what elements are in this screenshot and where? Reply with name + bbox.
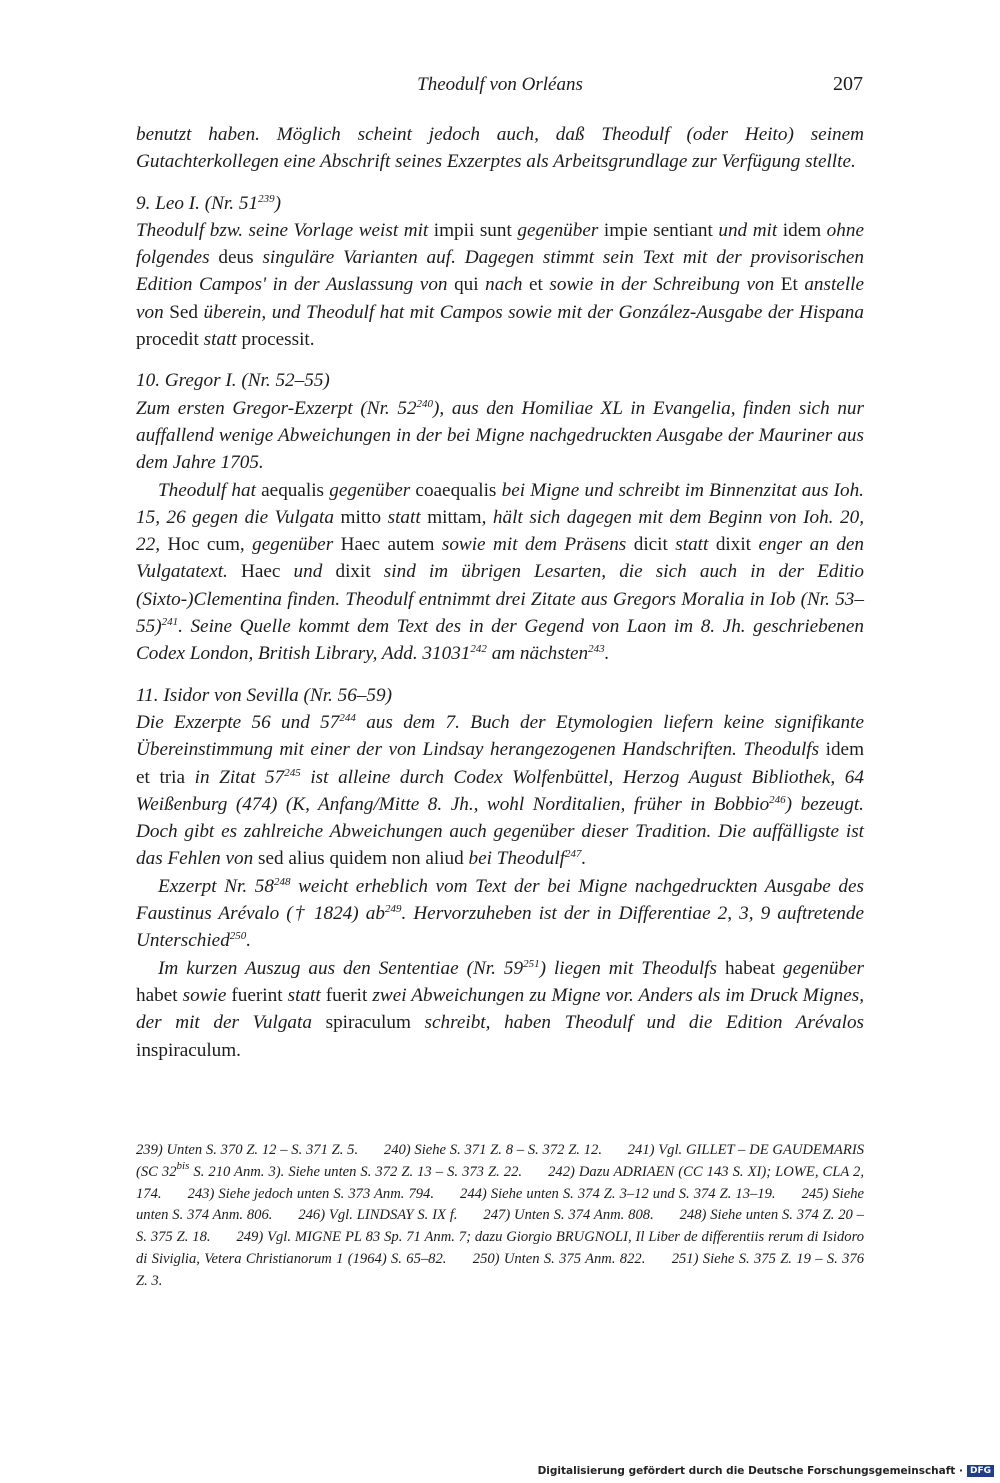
footnotes (136, 1140, 864, 1293)
footnote-240: 240) Siehe S. 371 Z. 8 – S. 372 Z. 12. (383, 1142, 602, 1158)
dfg-logo-icon: DFG (967, 1465, 994, 1477)
paragraph-gregor-2: Theodulf hat aequalis gegenüber coaequalis bei Migne und schreibt im Binnenzitat aus Ioh. 15, 26 gegen die Vulgata mitto statt mittam, hält sich dagegen mit dem Beginn von Ioh. 20, 22, Hoc cum, gegenüber Haec autem sowie mit dem Präsens dicit statt dixit enger an den Vulgatatext. Haec und dixit sind im übrigen Lesarten, die sich auch in der Editio (Sixto-)Clementina finden. Theodulf entnimmt drei Zitate aus Gregors Moralia in Iob (Nr. 53–55)$^{241}$. Seine Quelle kommt dem Text des in der Gegend von Laon im 8. Jh. geschriebenen Codex London, British Library, Add. 31031$^{242}$ am nächsten$^{243}$. (136, 479, 865, 665)
footnote-249: 249) Vgl. MIGNE PL 83 Sp. 71 Anm. 7; dazu Giorgio BRUGNOLI, Il Liber de differentiis rerum di Isidoro di Siviglia, Vetera Christianorum 1 (1964) S. 65–82. (136, 1229, 865, 1267)
section-heading-leo: 9. Leo I. (Nr. $51^{239}$) (136, 192, 281, 214)
footnote-248: 248) Siehe unten S. 374 Z. 20 – S. 375 Z. 18. (136, 1207, 864, 1246)
paragraph-isidor-3: Im kurzen Auszug aus den Sententiae (Nr. $59^{251}$) liegen mit Theodulfs habeat gegenüber habet sowie fuerint statt fuerit zwei Abweichungen zu Migne vor. Anders als im Druck Mignes, der mit der Vulgata spiraculum schreibt, haben Theodulf und die Edition Arévalos inspiraculum. (136, 957, 865, 1061)
footnote-241: 241) Vgl. GILLET – DE GAUDEMARIS (SC $32^{bis}$ S. 210 Anm. 3). Siehe unten S. 372 Z. 13 – S. 373 Z. 22. (136, 1142, 864, 1180)
paragraph-gregor-1: Zum ersten Gregor-Exzerpt (Nr. $52^{240}$), aus den Homiliae XL in Evangelia, finden sich nur auffallend wenige Abweichungen in der bei Migne nachgedruckten Ausgabe der Mauriner aus dem Jahre 1705. (136, 397, 864, 474)
main-text (136, 121, 864, 1064)
section-heading-isidor: 11. Isidor von Sevilla (Nr. 56–59) (136, 684, 392, 706)
footnote-247: 247) Unten S. 374 Anm. 808. (483, 1207, 654, 1224)
footnote-250: 250) Unten S. 375 Anm. 822. (472, 1250, 646, 1267)
footnote-239: 239) Unten S. 370 Z. 12 – S. 371 Z. 5. (136, 1142, 359, 1158)
footnote-242: 242) Dazu ADRIAEN (CC 143 S. XI); LOWE, CLA 2, 174. (136, 1163, 865, 1202)
footnote-243: 243) Siehe jedoch unten S. 373 Anm. 794. (187, 1185, 434, 1202)
paragraph-isidor-2: Exzerpt Nr. $58^{248}$ weicht erheblich vom Text der bei Migne nachgedruckten Ausgabe des Faustinus Arévalo († 1824) $ab^{249}$. Hervorzuheben ist der in Differentiae 2, 3, 9 auftretende Unterschied$^{250}$. (136, 875, 865, 952)
footnote-246: 246) Vgl. LINDSAY S. IX f. (298, 1207, 458, 1224)
digitization-banner (538, 1465, 994, 1477)
footnote-245: 245) Siehe unten S. 374 Anm. 806. (136, 1185, 864, 1224)
running-title: Theodulf von Orléans (417, 74, 583, 95)
footnote-244: 244) Siehe unten S. 374 Z. 3–12 und S. 374 Z. 13–19. (460, 1185, 776, 1202)
digitization-text: Digitalisierung gefördert durch die Deutsche Forschungsgemeinschaft · (537, 1465, 963, 1477)
footnote-251: 251) Siehe S. 375 Z. 19 – S. 376 Z. 3. (136, 1250, 865, 1289)
paragraph-isidor-1: Die Exzerpte 56 und $57^{244}$ aus dem 7. Buch der Etymologien liefern keine signifikante Übereinstimmung mit einer der von Lindsay herangezogenen Handschriften. Theodulfs idem et tria in Zitat $57^{245}$ ist alleine durch Codex Wolfenbüttel, Herzog August Bibliothek, 64 Weißenburg (474) (K, Anfang/Mitte 8. Jh., wohl Norditalien, früher in Bobbio$^{246}$) bezeugt. Doch gibt es zahlreiche Abweichungen auch gegenüber dieser Tradition. Die auffälligste ist das Fehlen von sed alius quidem non aliud bei Theodulf$^{247}$. (136, 711, 864, 870)
section-heading-gregor: 10. Gregor I. (Nr. 52–55) (136, 370, 330, 392)
page-number: 207 (833, 73, 863, 95)
paragraph-continuation: benutzt haben. Möglich scheint jedoch auch, daß Theodulf (oder Heito) seinem Gutachterkollegen eine Abschrift seines Exzerptes als Arbeitsgrundlage zur Verfügung stellte. (136, 124, 864, 173)
paragraph-leo: Theodulf bzw. seine Vorlage weist mit impii sunt gegenüber impie sentiant und mit idem ohne folgendes deus singuläre Varianten auf. Dagegen stimmt sein Text mit der provisorischen Edition Campos' in der Auslassung von qui nach et sowie in der Schreibung von Et anstelle von Sed überein, und Theodulf hat mit Campos sowie mit der González-Ausgabe der Hispana procedit statt processit. (136, 219, 865, 351)
